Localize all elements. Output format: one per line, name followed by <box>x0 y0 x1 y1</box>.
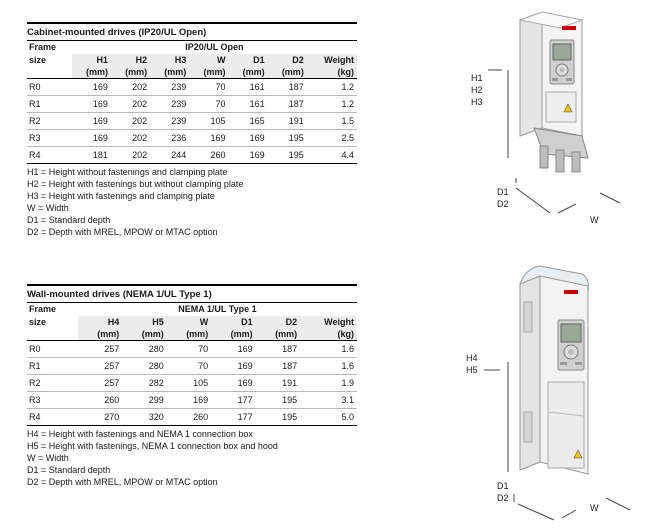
weight-cell: 1.2 <box>307 96 357 113</box>
dim-label: H1 <box>471 73 483 83</box>
h2-cell: 202 <box>111 147 150 164</box>
d2-cell: 187 <box>268 79 307 96</box>
legend-item: D2 = Depth with MREL, MPOW or MTAC option <box>27 227 218 237</box>
w-cell: 260 <box>189 147 228 164</box>
d1-cell: 169 <box>211 358 255 375</box>
d2-cell: 195 <box>268 130 307 147</box>
unit-w: (mm) <box>189 66 228 79</box>
d2-cell: 187 <box>256 341 300 358</box>
figure2-width-label: W <box>590 503 599 513</box>
column-header-row <box>27 54 357 66</box>
weight-cell: 1.9 <box>300 375 357 392</box>
w-cell: 105 <box>167 375 211 392</box>
col-weight: Weight <box>300 316 357 328</box>
w-cell: 70 <box>167 341 211 358</box>
table-row <box>27 375 357 392</box>
dim-label: D1 <box>497 481 509 491</box>
unit-w: (mm) <box>167 328 211 341</box>
legend-item: H1 = Height without fastenings and clamping plate <box>27 167 228 177</box>
h2-cell: 202 <box>111 130 150 147</box>
h4-cell: 257 <box>78 341 122 358</box>
h1-cell: 169 <box>72 96 111 113</box>
h2-cell: 202 <box>111 79 150 96</box>
column-header-row <box>27 316 357 328</box>
unit-h3: (mm) <box>150 66 189 79</box>
h5-cell: 280 <box>122 341 166 358</box>
wall-section <box>27 284 357 488</box>
unit-h4: (mm) <box>78 328 122 341</box>
w-cell: 260 <box>167 409 211 426</box>
dim-label: D2 <box>497 493 509 503</box>
frame-cell: R3 <box>27 130 72 147</box>
dim-label: H3 <box>471 97 483 107</box>
wall-legend <box>27 428 357 488</box>
h3-cell: 244 <box>150 147 189 164</box>
frame-cell: R1 <box>27 96 72 113</box>
h4-cell: 260 <box>78 392 122 409</box>
table-header-row <box>27 303 357 316</box>
legend-item: D1 = Standard depth <box>27 215 111 225</box>
w-cell: 70 <box>189 96 228 113</box>
w-cell: 70 <box>167 358 211 375</box>
h5-cell: 282 <box>122 375 166 392</box>
table-row <box>27 130 357 147</box>
frame-cell: R2 <box>27 375 78 392</box>
unit-d1: (mm) <box>211 328 255 341</box>
frame-cell: R0 <box>27 79 72 96</box>
legend-item: D1 = Standard depth <box>27 465 111 475</box>
w-cell: 169 <box>189 130 228 147</box>
legend-item: H3 = Height with fastenings and clamping plate <box>27 191 215 201</box>
table-row <box>27 79 357 96</box>
h3-cell: 236 <box>150 130 189 147</box>
table-row <box>27 113 357 130</box>
d2-cell: 195 <box>256 409 300 426</box>
h1-cell: 169 <box>72 113 111 130</box>
col-weight: Weight <box>307 54 357 66</box>
frame-cell: R4 <box>27 147 72 164</box>
unit-spacer <box>27 66 72 79</box>
d2-cell: 187 <box>268 96 307 113</box>
weight-cell: 5.0 <box>300 409 357 426</box>
h2-cell: 202 <box>111 96 150 113</box>
col-h3: H3 <box>150 54 189 66</box>
d1-cell: 161 <box>228 79 267 96</box>
table-header-row <box>27 41 357 54</box>
group-header: NEMA 1/UL Type 1 <box>178 304 257 314</box>
d1-cell: 169 <box>228 147 267 164</box>
weight-cell: 1.6 <box>300 341 357 358</box>
dim-label: H5 <box>466 365 478 375</box>
size-header: size <box>27 316 78 328</box>
w-cell: 169 <box>167 392 211 409</box>
col-d1: D1 <box>211 316 255 328</box>
d1-cell: 169 <box>211 375 255 392</box>
dim-label: H2 <box>471 85 483 95</box>
wall-title: Wall-mounted drives (NEMA 1/UL Type 1) <box>27 284 357 303</box>
unit-header-row <box>27 328 357 341</box>
h4-cell: 257 <box>78 375 122 392</box>
h5-cell: 299 <box>122 392 166 409</box>
d1-cell: 177 <box>211 392 255 409</box>
figure2-height-labels <box>466 352 478 376</box>
cabinet-legend <box>27 166 357 238</box>
unit-d1: (mm) <box>228 66 267 79</box>
legend-item: D2 = Depth with MREL, MPOW or MTAC option <box>27 477 218 487</box>
d1-cell: 165 <box>228 113 267 130</box>
d2-cell: 191 <box>268 113 307 130</box>
d1-cell: 169 <box>211 341 255 358</box>
legend-item: W = Width <box>27 453 69 463</box>
col-h5: H5 <box>122 316 166 328</box>
weight-cell: 4.4 <box>307 147 357 164</box>
w-cell: 70 <box>189 79 228 96</box>
group-header: IP20/UL Open <box>185 42 244 52</box>
col-h1: H1 <box>72 54 111 66</box>
figure1-width-label: W <box>590 215 599 225</box>
d2-cell: 187 <box>256 358 300 375</box>
dim-label: D2 <box>497 199 509 209</box>
col-w: W <box>189 54 228 66</box>
frame-header: Frame <box>29 304 57 314</box>
unit-weight: (kg) <box>300 328 357 341</box>
wall-dimensions-table <box>27 303 357 426</box>
unit-d2: (mm) <box>256 328 300 341</box>
frame-cell: R1 <box>27 358 78 375</box>
cabinet-title: Cabinet-mounted drives (IP20/UL Open) <box>27 22 357 41</box>
h2-cell: 202 <box>111 113 150 130</box>
legend-item: H5 = Height with fastenings, NEMA 1 connection box and hood <box>27 441 278 451</box>
unit-h5: (mm) <box>122 328 166 341</box>
d1-cell: 169 <box>228 130 267 147</box>
weight-cell: 2.5 <box>307 130 357 147</box>
cabinet-dimensions-table <box>27 41 357 164</box>
unit-h2: (mm) <box>111 66 150 79</box>
h5-cell: 280 <box>122 358 166 375</box>
table-row <box>27 147 357 164</box>
weight-cell: 1.5 <box>307 113 357 130</box>
d2-cell: 195 <box>268 147 307 164</box>
unit-spacer <box>27 328 78 341</box>
legend-item: H2 = Height with fastenings but without clamping plate <box>27 179 244 189</box>
figure1-height-labels <box>471 72 483 108</box>
weight-cell: 1.2 <box>307 79 357 96</box>
w-cell: 105 <box>189 113 228 130</box>
legend-item: H4 = Height with fastenings and NEMA 1 connection box <box>27 429 253 439</box>
d2-cell: 191 <box>256 375 300 392</box>
cabinet-section <box>27 22 357 238</box>
dim-label: D1 <box>497 187 509 197</box>
legend-item: W = Width <box>27 203 69 213</box>
table-row <box>27 358 357 375</box>
unit-weight: (kg) <box>307 66 357 79</box>
h3-cell: 239 <box>150 113 189 130</box>
frame-cell: R2 <box>27 113 72 130</box>
h1-cell: 169 <box>72 79 111 96</box>
frame-cell: R4 <box>27 409 78 426</box>
h5-cell: 320 <box>122 409 166 426</box>
table-row <box>27 392 357 409</box>
col-d1: D1 <box>228 54 267 66</box>
unit-h1: (mm) <box>72 66 111 79</box>
h4-cell: 270 <box>78 409 122 426</box>
dim-label: H4 <box>466 353 478 363</box>
h4-cell: 257 <box>78 358 122 375</box>
table-row <box>27 341 357 358</box>
d2-cell: 195 <box>256 392 300 409</box>
h1-cell: 181 <box>72 147 111 164</box>
frame-cell: R3 <box>27 392 78 409</box>
col-h2: H2 <box>111 54 150 66</box>
col-d2: D2 <box>256 316 300 328</box>
col-w: W <box>167 316 211 328</box>
table-row <box>27 409 357 426</box>
size-header: size <box>27 54 72 66</box>
unit-header-row <box>27 66 357 79</box>
unit-d2: (mm) <box>268 66 307 79</box>
col-d2: D2 <box>268 54 307 66</box>
col-h4: H4 <box>78 316 122 328</box>
h3-cell: 239 <box>150 79 189 96</box>
frame-header: Frame <box>29 42 57 52</box>
weight-cell: 3.1 <box>300 392 357 409</box>
d1-cell: 161 <box>228 96 267 113</box>
figure2-depth-labels <box>497 480 509 504</box>
table-row <box>27 96 357 113</box>
h3-cell: 239 <box>150 96 189 113</box>
d1-cell: 177 <box>211 409 255 426</box>
figure1-depth-labels <box>497 186 509 210</box>
weight-cell: 1.6 <box>300 358 357 375</box>
h1-cell: 169 <box>72 130 111 147</box>
frame-cell: R0 <box>27 341 78 358</box>
